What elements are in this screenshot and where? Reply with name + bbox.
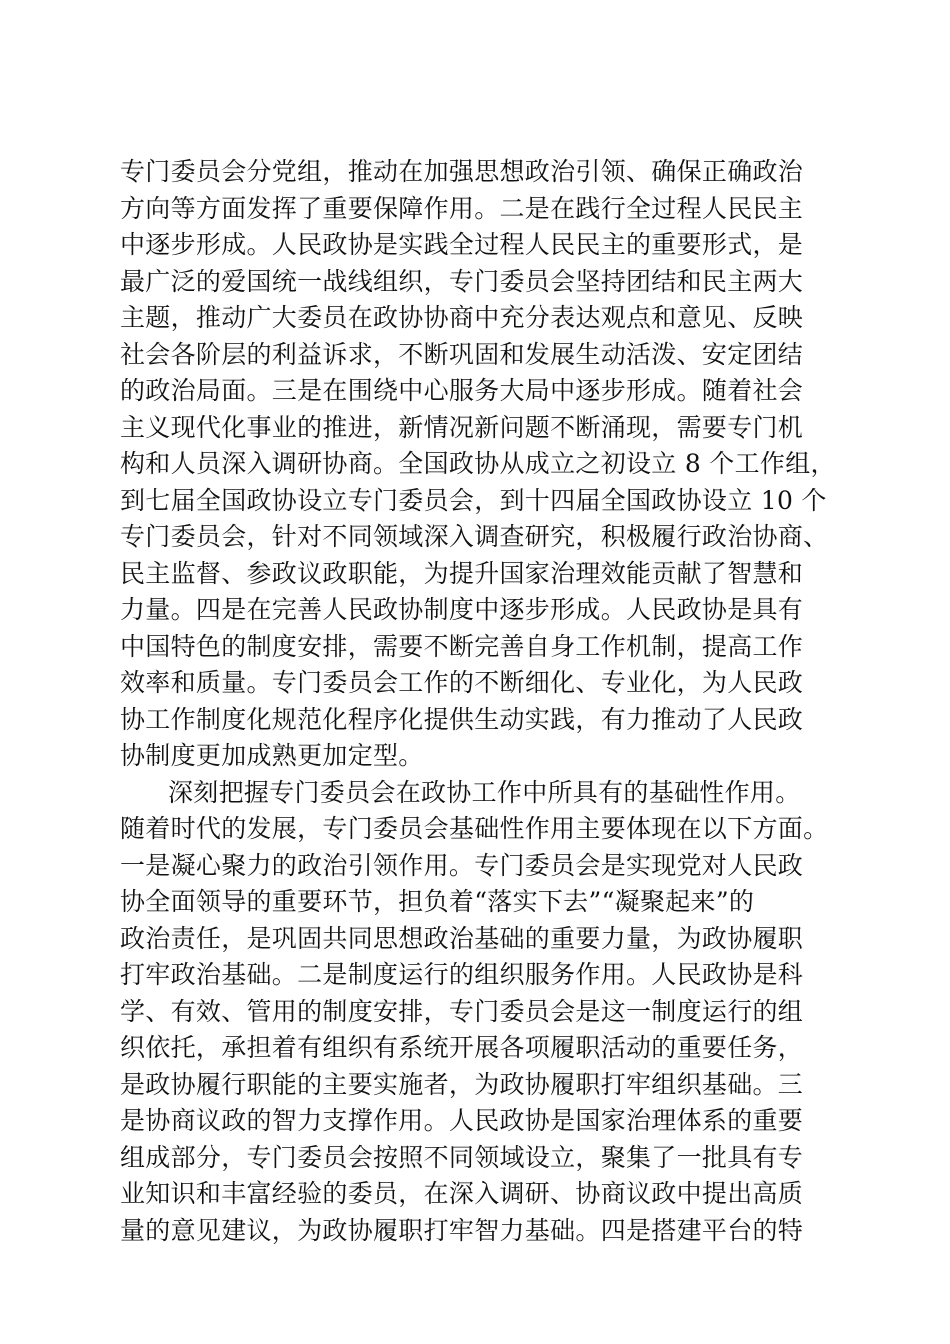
text-line: 一是凝心聚力的政治引领作用。专门委员会是实现党对人民政 [120, 850, 804, 880]
text-line: 是协商议政的智力支撑作用。人民政协是国家治理体系的重要 [120, 1106, 804, 1135]
paragraph [120, 154, 840, 775]
text-line: 业知识和丰富经验的委员，在深入调研、协商议政中提出高质 [120, 1179, 804, 1208]
text-line: 构和人员深入调研协商。全国政协从成立之初设立 8 个工作组， [120, 449, 836, 478]
text-line: 随着时代的发展，专门委员会基础性作用主要体现在以下方面。 [120, 814, 829, 843]
text-line: 民主监督、参政议政职能，为提升国家治理效能贡献了智慧和 [120, 558, 804, 588]
text-line: 中逐步形成。人民政协是实践全过程人民民主的重要形式，是 [120, 230, 804, 259]
text-line: 的政治局面。三是在围绕中心服务大局中逐步形成。随着社会 [120, 376, 804, 405]
text-line: 专门委员会，针对不同领域深入调查研究，积极履行政治协商、 [120, 522, 829, 551]
text-line: 主题，推动广大委员在政协协商中充分表达观点和意见、反映 [120, 303, 804, 332]
text-line: 织依托，承担着有组织有系统开展各项履职活动的重要任务， [120, 1033, 804, 1062]
text-line: 量的意见建议，为政协履职打牢智力基础。四是搭建平台的特 [120, 1215, 804, 1245]
text-line: 专门委员会分党组，推动在加强思想政治引领、确保正确政治 [120, 157, 804, 186]
text-line: 协制度更加成熟更加定型。 [120, 741, 424, 770]
text-line: 组成部分，专门委员会按照不同领域设立，聚集了一批具有专 [120, 1142, 804, 1172]
text-line: 社会各阶层的利益诉求，不断巩固和发展生动活泼、安定团结 [120, 339, 804, 369]
text-line: 到七届全国政协设立专门委员会，到十四届全国政协设立 10 个 [120, 485, 827, 515]
text-line: 协工作制度化规范化程序化提供生动实践，有力推动了人民政 [120, 704, 804, 734]
text-line: 最广泛的爱国统一战线组织，专门委员会坚持团结和民主两大 [120, 266, 804, 296]
text-line: 政治责任，是巩固共同思想政治基础的重要力量，为政协履职 [120, 923, 804, 953]
text-line: 方向等方面发挥了重要保障作用。二是在践行全过程人民民主 [120, 193, 804, 223]
text-line: 打牢政治基础。二是制度运行的组织服务作用。人民政协是科 [120, 960, 804, 989]
text-line: 主义现代化事业的推进，新情况新问题不断涌现，需要专门机 [120, 412, 804, 442]
text-line: 深刻把握专门委员会在政协工作中所具有的基础性作用。 [168, 777, 801, 807]
text-line: 力量。四是在完善人民政协制度中逐步形成。人民政协是具有 [120, 595, 804, 624]
text-line: 中国特色的制度安排，需要不断完善自身工作机制，提高工作 [120, 631, 804, 661]
paragraph [120, 775, 840, 1250]
text-line: 协全面领导的重要环节，担负着“落实下去”“凝聚起来”的 [120, 887, 755, 916]
text-line: 学、有效、管用的制度安排，专门委员会是这一制度运行的组 [120, 996, 804, 1026]
document-body [120, 154, 840, 1249]
text-line: 是政协履行职能的主要实施者，为政协履职打牢组织基础。三 [120, 1069, 804, 1099]
text-line: 效率和质量。专门委员会工作的不断细化、专业化，为人民政 [120, 668, 804, 697]
